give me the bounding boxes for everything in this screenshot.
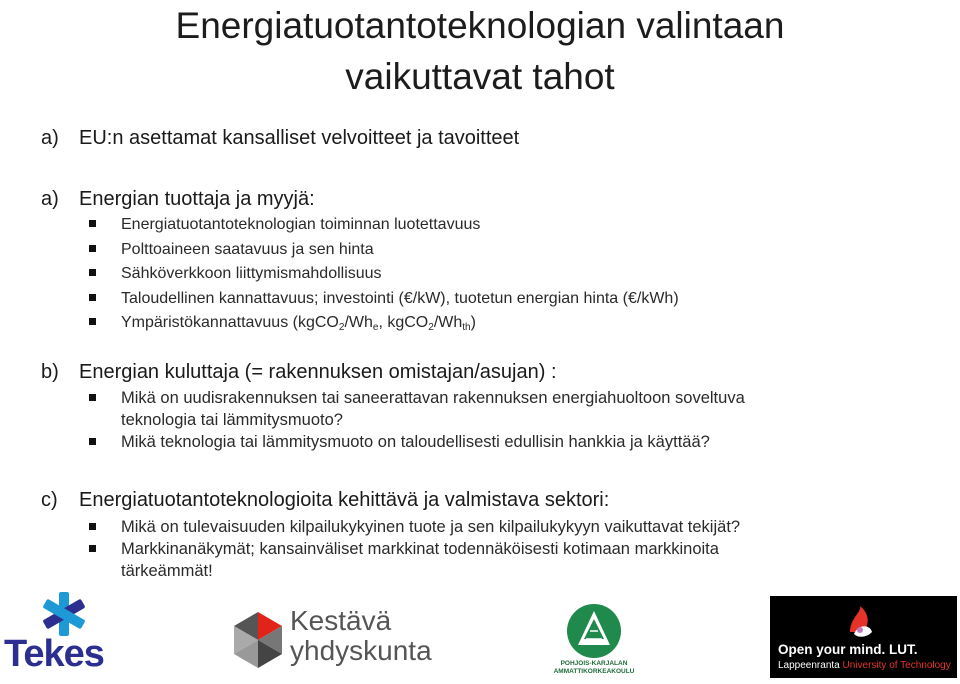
lut-slogan: Open your mind. LUT. xyxy=(778,642,918,657)
section-heading: EU:n asettamat kansalliset velvoitteet ja tavoitteet xyxy=(79,127,520,149)
producer-list xyxy=(89,213,679,336)
section-label: a) xyxy=(41,127,59,149)
section-label: a) xyxy=(41,188,59,210)
tekes-wordmark: Tekes xyxy=(4,633,104,675)
section-label: c) xyxy=(41,489,58,511)
bullet-square-icon xyxy=(89,245,96,252)
title-line-2: vaikuttavat tahot xyxy=(345,56,615,97)
title-line-1: Energiatuotantoteknologian valintaan xyxy=(175,5,785,46)
list-item: Energiatuotantoteknologian toiminnan luotettavuus xyxy=(89,213,679,238)
section-b-consumer xyxy=(41,360,557,384)
bullet-square-icon xyxy=(89,269,96,276)
bullet-square-icon xyxy=(89,220,96,227)
kestava-yhdyskunta-logo xyxy=(230,606,440,670)
consumer-list xyxy=(89,387,745,453)
bullet-square-icon xyxy=(89,523,96,530)
list-item: Mikä on uudisrakennuksen tai saneerattavan rakennuksen energiahuoltoon soveltuva teknologia tai lämmitysmuoto? xyxy=(89,387,745,431)
bullet-square-icon xyxy=(89,545,96,552)
slide-title xyxy=(0,0,960,102)
pkamk-logo xyxy=(544,603,644,683)
pkamk-text: POHJOIS-KARJALAN AMMATTIKORKEAKOULU xyxy=(553,660,635,675)
kestava-mark-icon xyxy=(230,610,286,670)
list-item: Mikä on tulevaisuuden kilpailukykyinen tuote ja sen kilpailukykyyn vaikuttavat tekijät? xyxy=(89,516,740,538)
bullet-square-icon xyxy=(89,394,96,401)
list-item: Taloudellinen kannattavuus; investointi (€/kW), tuotetun energian hinta (€/kWh) xyxy=(89,287,679,312)
sector-list xyxy=(89,516,740,582)
section-a-producer xyxy=(41,187,315,211)
tekes-logo xyxy=(0,590,130,674)
list-item: Polttoaineen saatavuus ja sen hinta xyxy=(89,238,679,263)
lut-mark-icon xyxy=(840,602,880,642)
bullet-square-icon xyxy=(89,438,96,445)
bullet-square-icon xyxy=(89,294,96,301)
section-c-sector xyxy=(41,488,609,512)
section-a-eu xyxy=(41,126,519,150)
section-heading: Energian tuottaja ja myyjä: xyxy=(79,188,315,210)
list-item-environment: Ympäristökannattavuus ($kgCO_2/Wh_e$, $kgCO_2/Wh_{th}$) xyxy=(89,311,679,336)
kestava-text: Kestävä yhdyskunta xyxy=(290,605,432,666)
lut-university-name: Lappeenranta University of Technology xyxy=(778,660,951,671)
list-item: Mikä teknologia tai lämmitysmuoto on taloudellisesti edullisin hankkia ja käyttää? xyxy=(89,431,745,453)
lut-logo xyxy=(770,596,957,678)
section-heading: Energian kuluttaja (= rakennuksen omistajan/asujan) : xyxy=(79,361,557,383)
section-label: b) xyxy=(41,361,59,383)
list-item: Sähköverkkoon liittymismahdollisuus xyxy=(89,262,679,287)
section-heading: Energiatuotantoteknologioita kehittävä ja valmistava sektori: xyxy=(79,489,610,511)
list-item: Markkinanäkymät; kansainväliset markkinat todennäköisesti kotimaan markkinoita tärkeämmät! xyxy=(89,538,740,582)
pkamk-tree-icon xyxy=(544,603,644,659)
bullet-square-icon xyxy=(89,318,96,325)
